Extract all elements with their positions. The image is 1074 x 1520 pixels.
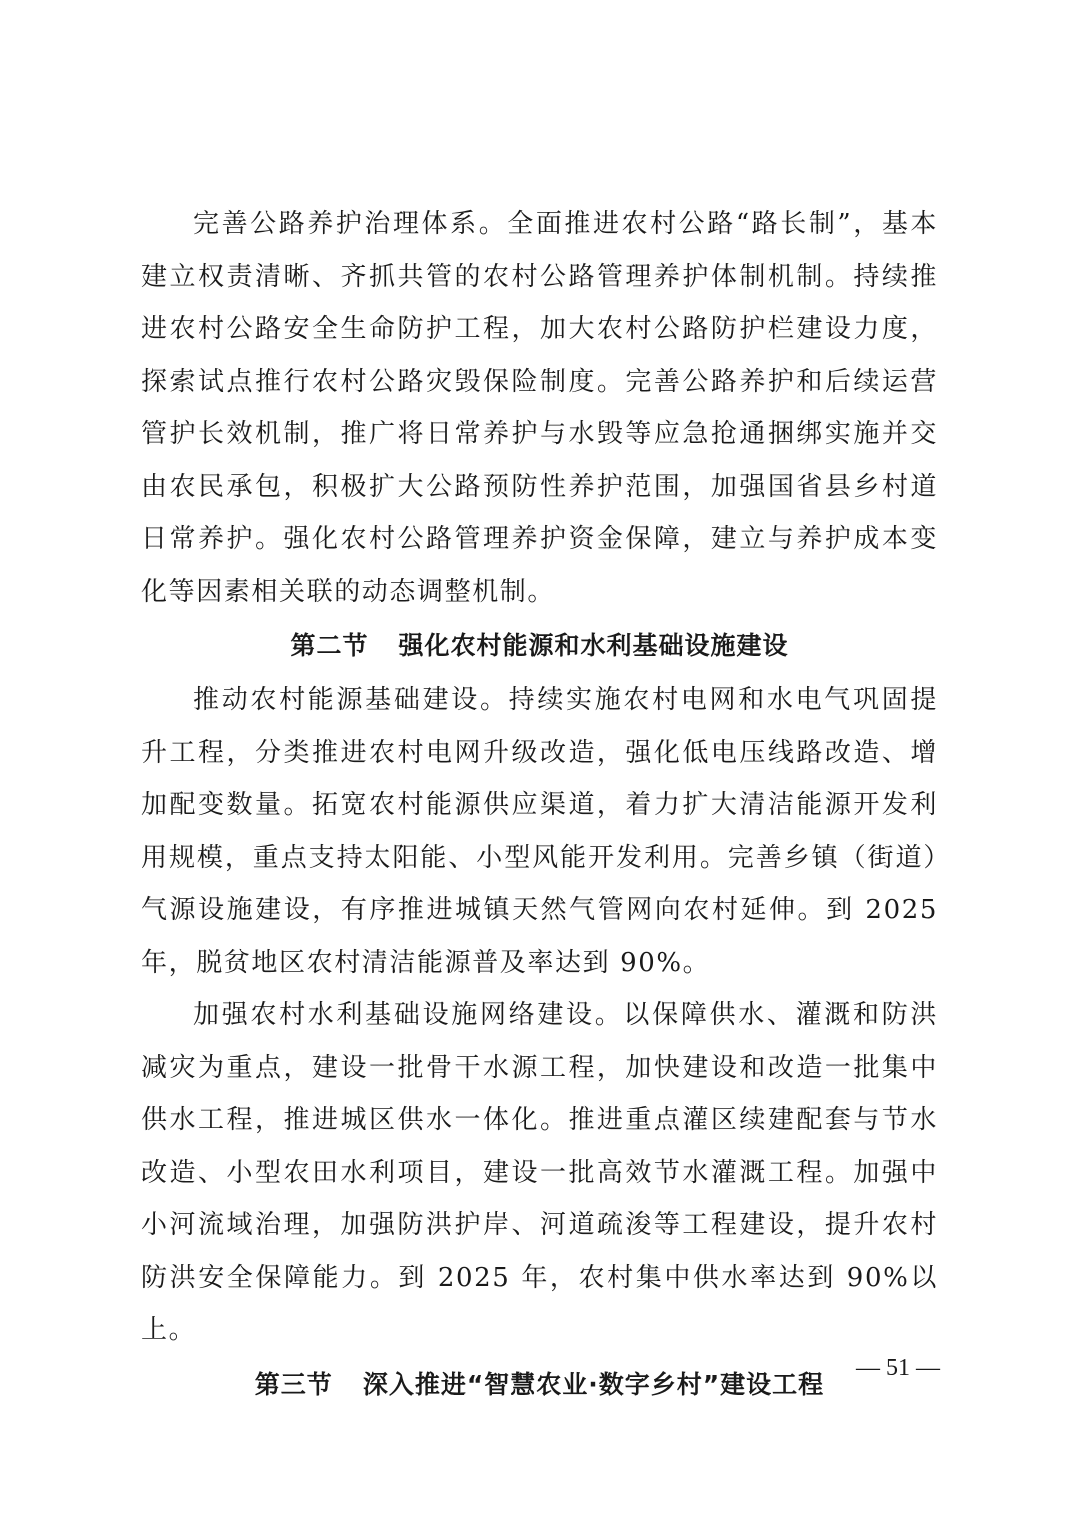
section-number: 第二节 [290,631,369,660]
page-number: — 51 — [856,1355,940,1381]
section-number: 第三节 [254,1369,333,1399]
paragraph-rural-water: 加强农村水利基础设施网络建设。以保障供水、灌溉和防洪减灾为重点，建设一批骨干水源工程，加快建设和改造一批集中供水工程，推进城区供水一体化。推进重点灌区续建配套与节水改造、小型农田水利项目，建设一批高效节水灌溉工程。加强中小河流域治理，加强防洪护岸、河道疏浚等工程建设，提升农村防洪安全保障能力。到 2025 年，农村集中供水率达到 90%以上。 [141,1000,938,1345]
paragraph-road-maintenance: 完善公路养护治理体系。全面推进农村公路“路长制”，基本建立权责清晰、齐抓共管的农村公路管理养护体制机制。持续推进农村公路安全生命防护工程，加大农村公路防护栏建设力度，探索试点推行农村公路灾毁保险制度。完善公路养护和后续运营管护长效机制，推广将日常养护与水毁等应急抢通捆绑实施并交由农民承包，积极扩大公路预防性养护范围，加强国省县乡村道日常养护。强化农村公路管理养护资金保障，建立与养护成本变化等因素相关联的动态调整机制。 [141,209,938,607]
section-heading-2 [141,618,938,674]
paragraph-rural-energy: 推动农村能源基础建设。持续实施农村电网和水电气巩固提升工程，分类推进农村电网升级改造，强化低电压线路改造、增加配变数量。拓宽农村能源供应渠道，着力扩大清洁能源开发利用规模，重点支持太阳能、小型风能开发利用。完善乡镇（街道）气源设施建设，有序推进城镇天然气管网向农村延伸。到 2025 年，脱贫地区农村清洁能源普及率达到 90%。 [141,685,938,978]
page-content [141,198,938,1413]
section-title: 深入推进“智慧农业·数字乡村”建设工程 [362,1369,825,1399]
section-title: 强化农村能源和水利基础设施建设 [398,631,789,660]
